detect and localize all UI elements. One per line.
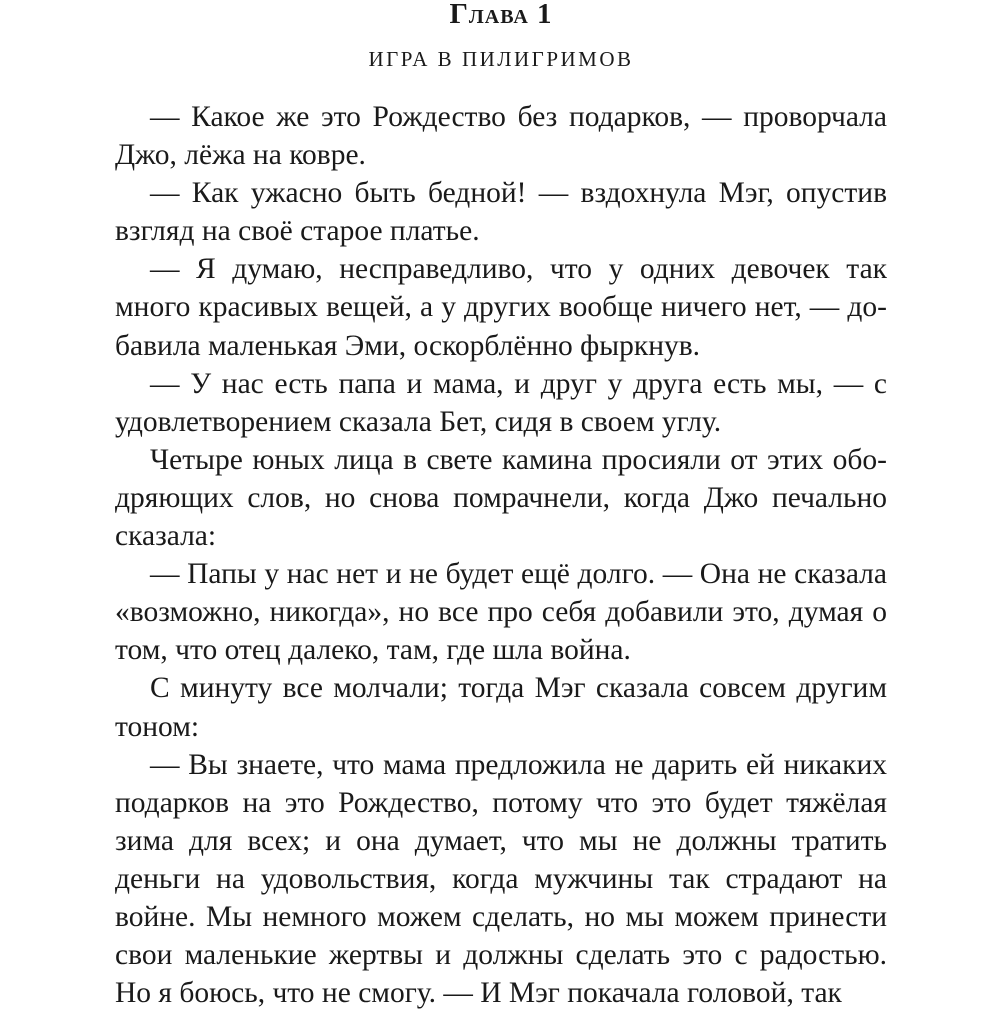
paragraph: — Как ужасно быть бедной! — вздохнула Мэг, опустив взгляд на своё старое платье. — [115, 177, 887, 248]
paragraph: Четыре юных лица в свете камина просияли от этих ободряющих слов, но снова помрачнели, когда Джо печально сказала: — [115, 443, 887, 553]
chapter-label: Глава 1 — [449, 0, 553, 30]
paragraph: — Какое же это Рождество без подарков, — проворчала Джо, лёжа на ковре. — [115, 101, 887, 172]
paragraph: — У нас есть папа и мама, и друг у друга есть мы, — с удовлетворением сказала Бет, сидя в своем углу. — [115, 367, 887, 438]
chapter-title: ИГРА В ПИЛИГРИМОВ — [368, 47, 634, 71]
paragraph: С минуту все молчали; тогда Мэг сказала совсем другим тоном: — [115, 672, 887, 743]
paragraph: — Вы знаете, что мама предложила не дарить ей никаких подарков на это Рождество, потому что это будет тяжёлая зима для всех; и она думает, что мы не должны тратить деньги на удовольствия, когда мужчины так страдают на войне. Мы немного можем сделать, но мы можем принести свои маленькие жертвы и должны сделать это с радостью. Но я боюсь, что не смогу. — И Мэг покачала головой, так — [115, 748, 887, 1010]
paragraph: — Папы у нас нет и не будет ещё долго. — Она не сказала «возможно, никогда», но все про себя добавили это, думая о том, что отец далеко, там, где шла война. — [115, 558, 887, 667]
body-text — [115, 98, 887, 1012]
paragraph: — Я думаю, несправедливо, что у одних девочек так много красивых вещей, а у других вообще ничего нет, — добавила маленькая Эми, оскорблённо фыркнув. — [115, 253, 887, 362]
